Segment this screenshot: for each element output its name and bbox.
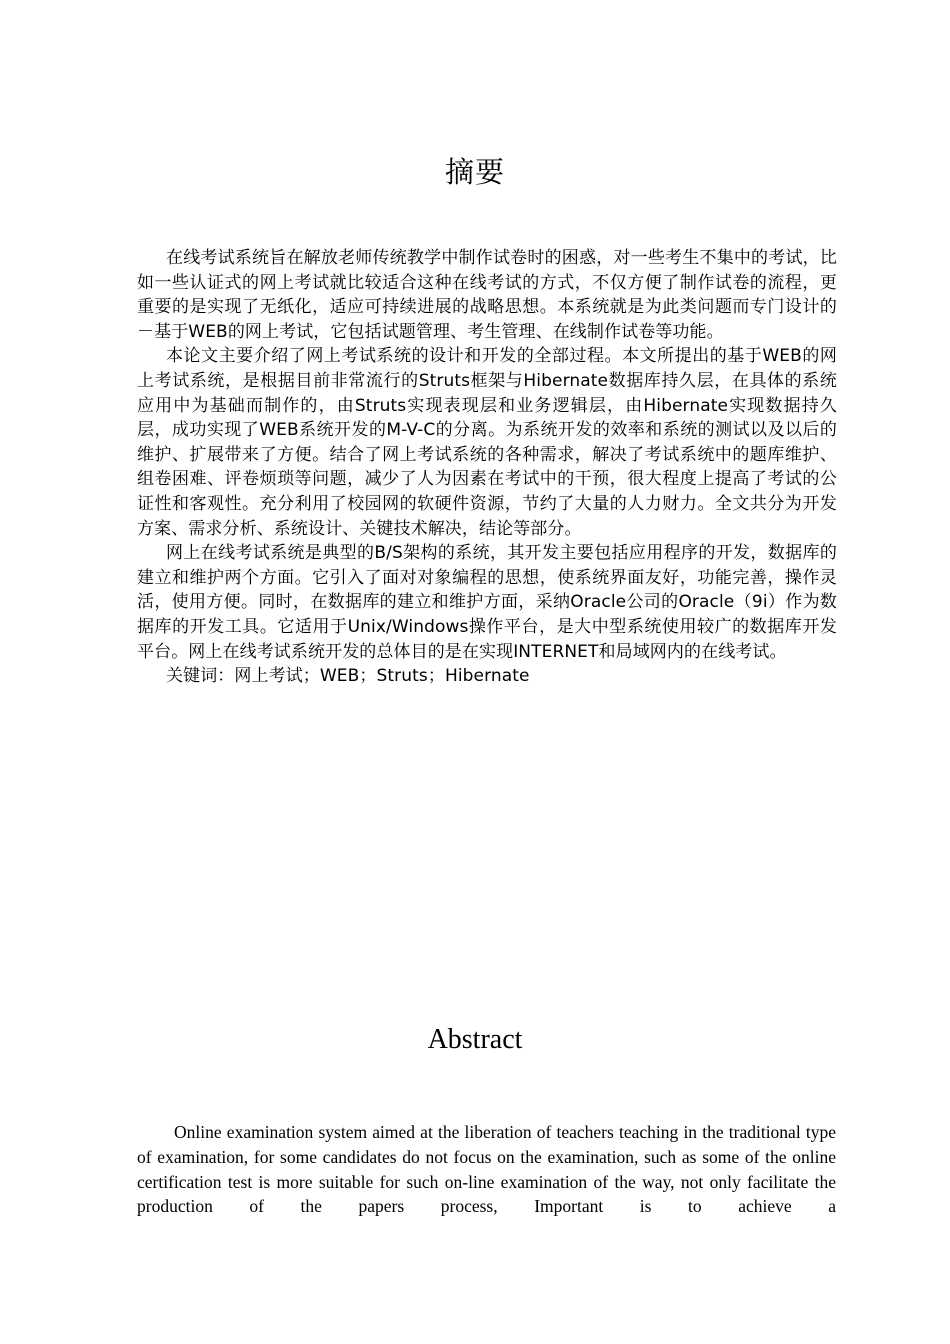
- english-abstract-title: Abstract: [427, 1024, 523, 1055]
- chinese-abstract-title: 摘要: [444, 155, 505, 189]
- english-abstract-paragraph-1: Online examination system aimed at the liberation of teachers teaching in the traditional type of examination, for some candidates do not focus on the examination, such as some of the online certification test is more suitable for such on-line examination of the way, not only facilitate the production of the papers process, Important is to achieve a: [137, 1122, 836, 1217]
- chinese-keywords: 关键词：网上考试；WEB；Struts；Hibernate: [166, 666, 530, 687]
- chinese-abstract-body: [137, 246, 837, 689]
- chinese-abstract-paragraph-1: 在线考试系统旨在解放老师传统教学中制作试卷时的困惑，对一些考生不集中的考试，比如一些认证式的网上考试就比较适合这种在线考试的方式，不仅方便了制作试卷的流程，更重要的是实现了无纸化，适应可持续进展的战略思想。本系统就是为此类问题而专门设计的－基于WEB的网上考试，它包括试题管理、考生管理、在线制作试卷等功能。: [137, 248, 837, 342]
- english-abstract-body: [137, 1120, 836, 1219]
- chinese-abstract-paragraph-2: 本论文主要介绍了网上考试系统的设计和开发的全部过程。本文所提出的基于WEB的网上考试系统，是根据目前非常流行的Struts框架与Hibernate数据库持久层，在具体的系统应用中为基础而制作的，由Struts实现表现层和业务逻辑层，由Hibernate实现数据持久层，成功实现了WEB系统开发的M-V-C的分离。为系统开发的效率和系统的测试以及以后的维护、扩展带来了方便。结合了网上考试系统的各种需求，解决了考试系统中的题库维护、组卷困难、评卷烦琐等问题，减少了人为因素在考试中的干预，很大程度上提高了考试的公证性和客观性。充分利用了校园网的软硬件资源，节约了大量的人力财力。全文共分为开发方案、需求分析、系统设计、关键技术解决，结论等部分。: [137, 346, 837, 539]
- chinese-abstract-paragraph-3: 网上在线考试系统是典型的B/S架构的系统，其开发主要包括应用程序的开发，数据库的建立和维护两个方面。它引入了面对对象编程的思想，使系统界面友好，功能完善，操作灵活，使用方便。同时，在数据库的建立和维护方面，采纳Oracle公司的Oracle（9i）作为数据库的开发工具。它适用于Unix/Windows操作平台，是大中型系统使用较广的数据库开发平台。网上在线考试系统开发的总体目的是在实现INTERNET和局域网内的在线考试。: [137, 543, 837, 662]
